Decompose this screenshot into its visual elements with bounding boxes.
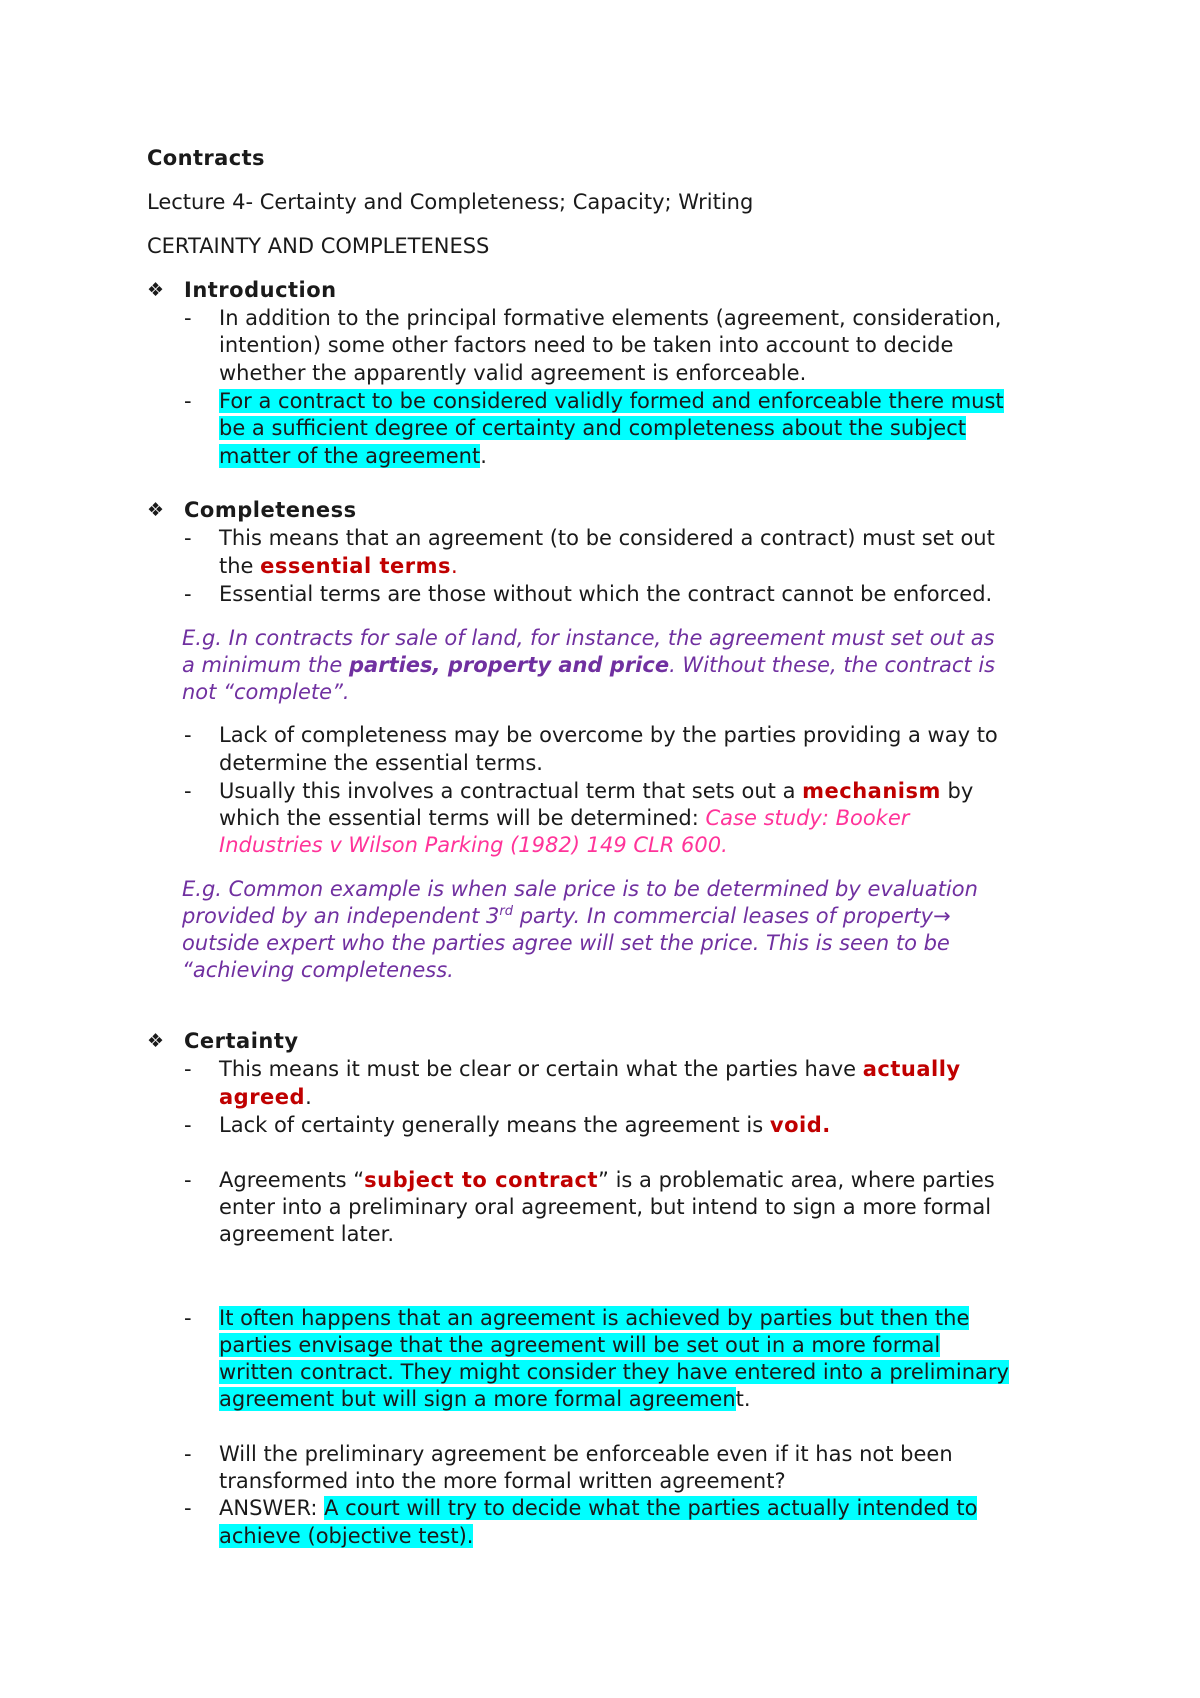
- intro-p1-line3: whether the apparently valid agreement is enforceable.: [219, 361, 807, 385]
- case-study-citation: Industries v Wilson Parking (1982) 149 CLR 600.: [219, 833, 728, 857]
- certainty-p3-line1: Agreements “subject to contract” is a problematic area, where parties: [219, 1168, 995, 1192]
- completeness-p2: Essential terms are those without which the contract cannot be enforced.: [219, 582, 993, 606]
- dash-icon: -: [184, 1306, 192, 1330]
- example-land-line2: a minimum the parties, property and price. Without these, the contract is: [182, 653, 996, 677]
- dash-icon: -: [184, 1168, 192, 1192]
- completeness-p3-line2: determine the essential terms.: [219, 751, 543, 775]
- completeness-p1-line2: the essential terms.: [219, 554, 458, 578]
- certainty-p4-line4: agreement but will sign a more formal agreement.: [219, 1387, 751, 1411]
- example-price-line1: E.g. Common example is when sale price is to be determined by evaluation: [182, 877, 978, 901]
- dash-icon: -: [184, 723, 192, 747]
- intro-p2-line2: be a sufficient degree of certainty and completeness about the subject: [219, 416, 966, 440]
- certainty-p1-line1: This means it must be clear or certain what the parties have actually: [219, 1057, 961, 1081]
- example-price-line2: provided by an independent 3rd party. In commercial leases of property→: [182, 904, 951, 928]
- certainty-answer-line2: achieve (objective test).: [219, 1524, 474, 1548]
- dash-icon: -: [184, 582, 192, 606]
- arrow-right-icon: →: [933, 904, 951, 928]
- certainty-p1-line2: agreed.: [219, 1085, 312, 1109]
- completeness-p4-line2: which the essential terms will be determined: Case study: Booker: [219, 806, 910, 830]
- certainty-p3-line3: agreement later.: [219, 1222, 395, 1246]
- dash-icon: -: [184, 1442, 192, 1466]
- certainty-label: Certainty: [184, 1029, 299, 1053]
- certainty-p4-line2: parties envisage that the agreement will be set out in a more formal: [219, 1333, 941, 1357]
- lecture-subtitle: Lecture 4- Certainty and Completeness; Capacity; Writing: [147, 190, 754, 214]
- intro-p2-line1: For a contract to be considered validly formed and enforceable there must: [219, 389, 1004, 413]
- completeness-p4-line1: Usually this involves a contractual term that sets out a mechanism by: [219, 779, 974, 803]
- diamond-bullet-icon: ❖: [147, 279, 165, 301]
- certainty-p3-line2: enter into a preliminary oral agreement, but intend to sign a more formal: [219, 1195, 992, 1219]
- section-heading: CERTAINTY AND COMPLETENESS: [147, 234, 490, 258]
- example-price-line4: “achieving completeness.: [182, 958, 454, 982]
- completeness-label: Completeness: [184, 498, 357, 522]
- dash-icon: -: [184, 526, 192, 550]
- doc-title: Contracts: [147, 146, 265, 170]
- completeness-p3-line1: Lack of completeness may be overcome by the parties providing a way to: [219, 723, 998, 747]
- certainty-answer-line1: ANSWER: A court will try to decide what the parties actually intended to: [219, 1496, 978, 1520]
- certainty-p4-line1: It often happens that an agreement is achieved by parties but then the: [219, 1306, 970, 1330]
- dash-icon: -: [184, 1057, 192, 1081]
- dash-icon: -: [184, 1113, 192, 1137]
- certainty-p5-line2: transformed into the more formal written agreement?: [219, 1469, 786, 1493]
- intro-p1-line2: intention) some other factors need to be taken into account to decide: [219, 333, 954, 357]
- dash-icon: -: [184, 1496, 192, 1520]
- diamond-bullet-icon: ❖: [147, 1030, 165, 1052]
- certainty-p4-line3: written contract. They might consider they have entered into a preliminary: [219, 1360, 1009, 1384]
- completeness-p1-line1: This means that an agreement (to be considered a contract) must set out: [219, 526, 995, 550]
- example-land-line1: E.g. In contracts for sale of land, for instance, the agreement must set out as: [182, 626, 995, 650]
- diamond-bullet-icon: ❖: [147, 499, 165, 521]
- certainty-p2: Lack of certainty generally means the agreement is void.: [219, 1113, 831, 1137]
- dash-icon: -: [184, 779, 192, 803]
- certainty-p5-line1: Will the preliminary agreement be enforceable even if it has not been: [219, 1442, 953, 1466]
- intro-p2-line3: matter of the agreement.: [219, 444, 487, 468]
- dash-icon: -: [184, 389, 192, 413]
- example-land-line3: not “complete”.: [182, 680, 350, 704]
- dash-icon: -: [184, 306, 192, 330]
- intro-p1-line1: In addition to the principal formative elements (agreement, consideration,: [219, 306, 1002, 330]
- introduction-label: Introduction: [184, 278, 337, 302]
- example-price-line3: outside expert who the parties agree will set the price. This is seen to be: [182, 931, 950, 955]
